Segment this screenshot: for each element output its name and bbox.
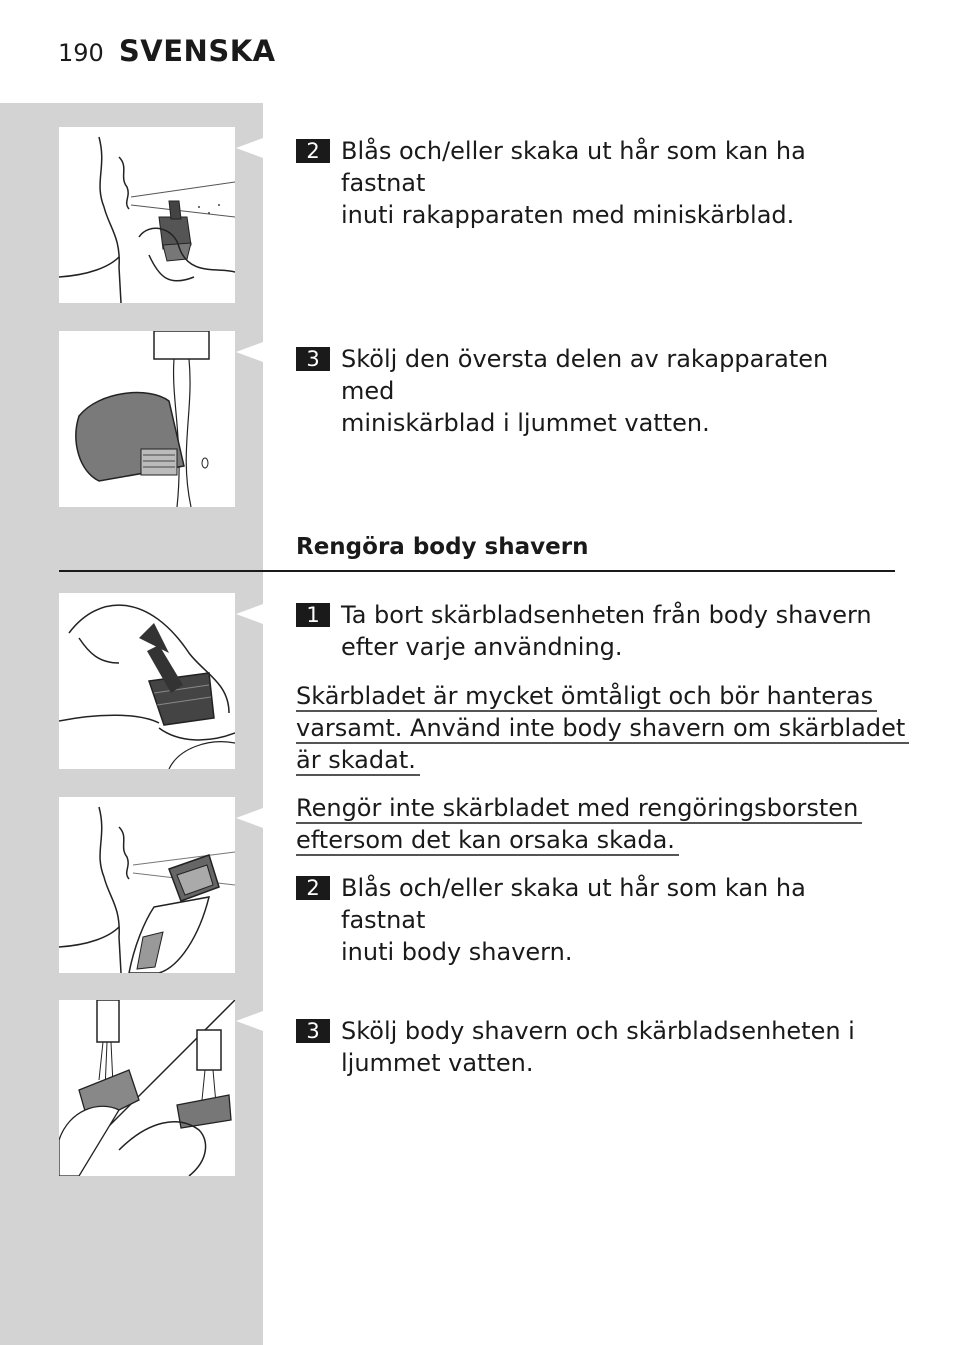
step-text-line: inuti body shavern. [341, 938, 573, 966]
warning-text-line: eftersom det kan orsaka skada. [296, 826, 679, 856]
step-text-line: Blås och/eller skaka ut hår som kan ha fastnat [341, 874, 806, 934]
step-text-line: Ta bort skärbladsenheten från body shavern [341, 601, 872, 629]
step-text-line: Skölj den översta delen av rakapparaten med [341, 345, 829, 405]
page-header [58, 34, 276, 74]
warning-text-line: är skadat. [296, 746, 420, 776]
illustration-pointer [236, 342, 263, 362]
section-divider [59, 570, 895, 572]
warning-fragile-blade [296, 680, 906, 776]
warning-text-line: Skärbladet är mycket ömtåligt och bör hanteras [296, 682, 877, 712]
illustration-rinse-body-shaver [59, 1000, 235, 1176]
step-text-line: Blås och/eller skaka ut hår som kan ha fastnat [341, 137, 806, 197]
illustration-pointer [236, 604, 263, 624]
step-number-badge: 3 [296, 1019, 330, 1043]
section-title: SVENSKA [118, 34, 276, 68]
step-number-badge: 2 [296, 876, 330, 900]
step-body-1 [296, 599, 886, 663]
step-body-3 [296, 1015, 886, 1079]
blow-face-illustration-icon [59, 127, 235, 303]
illustration-rinse-mini-shaver [59, 331, 235, 507]
rinse-tap-illustration-icon [59, 331, 235, 507]
illustration-pointer [236, 138, 263, 158]
illustration-blow-body-shaver [59, 797, 235, 973]
illustration-pointer [236, 808, 263, 828]
page-number: 190 [58, 39, 104, 67]
warning-no-brush [296, 792, 886, 856]
step-text-line: miniskärblad i ljummet vatten. [341, 409, 710, 437]
step-number-badge: 2 [296, 139, 330, 163]
step-top-3 [296, 343, 886, 439]
step-top-2 [296, 135, 886, 231]
step-text-line: efter varje användning. [341, 633, 623, 661]
blow-body-shaver-illustration-icon [59, 797, 235, 973]
rinse-body-shaver-illustration-icon [59, 1000, 235, 1176]
step-number-badge: 1 [296, 603, 330, 627]
warning-text-line: Rengör inte skärbladet med rengöringsborsten [296, 794, 862, 824]
illustration-remove-cutting-unit [59, 593, 235, 769]
remove-unit-illustration-icon [59, 593, 235, 769]
step-text-line: inuti rakapparaten med miniskärblad. [341, 201, 795, 229]
illustration-blow-mini-shaver [59, 127, 235, 303]
step-body-2 [296, 872, 886, 968]
illustration-pointer [236, 1011, 263, 1031]
step-number-badge: 3 [296, 347, 330, 371]
step-text-line: Skölj body shavern och skärbladsenheten i [341, 1017, 855, 1045]
step-text-line: ljummet vatten. [341, 1049, 534, 1077]
warning-text-line: varsamt. Använd inte body shavern om skärbladet [296, 714, 909, 744]
section-heading: Rengöra body shavern [296, 534, 589, 560]
